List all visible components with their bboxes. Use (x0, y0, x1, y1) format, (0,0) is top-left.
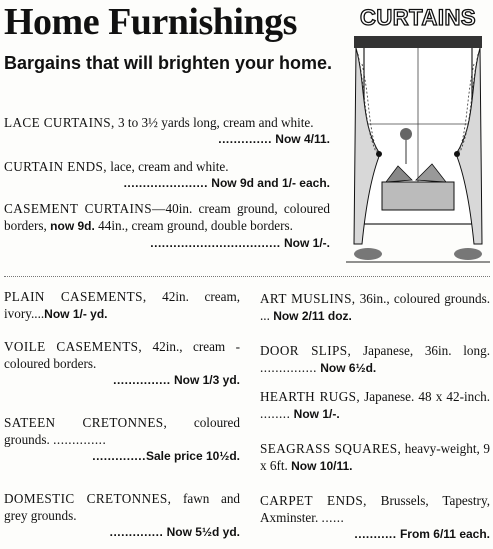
item-curtain-ends: CURTAIN ENDS, lace, cream and white. ...................... Now 9d and 1/- each. (4, 159, 330, 190)
item-domestic-cretonnes: DOMESTIC CRETONNES, fawn and grey grounds. .............. Now 5½d yd. (4, 491, 241, 539)
item-hearth-rugs: HEARTH RUGS, Japanese. 48 x 42-inch. ........ Now 1/-. (260, 389, 490, 421)
item-sateen-cretonnes: SATEEN CRETONNES, coloured grounds. .............. ..............Sale price 10½d. (4, 415, 240, 463)
item-price-inline: now 9d. (50, 219, 95, 233)
window-drawing (346, 4, 490, 272)
item-price: Now 9d and 1/- each. (211, 176, 330, 190)
item-desc: 42in. cream, ivory.... (4, 289, 241, 321)
item-art-muslins (260, 290, 490, 325)
item-voile-casements: VOILE CASEMENTS, 42in., cream - coloured borders. ............... Now 1/3 yd. (4, 339, 241, 387)
item-name: DOMESTIC CRETONNES, (4, 491, 172, 506)
window-seat (382, 182, 454, 210)
item-price: Now 4/11. (275, 132, 330, 146)
item-price: Now 1/3 yd. (173, 373, 240, 387)
item-plain-casements (4, 288, 240, 323)
item-desc: 36in., coloured grounds. ... (260, 291, 490, 323)
item-name: CARPET ENDS, (260, 493, 367, 508)
item-desc: fawn and grey grounds. (4, 491, 241, 523)
item-desc-2: 44in., cream ground, double borders. (98, 218, 293, 233)
item-name: SATEEN CRETONNES, (4, 415, 168, 430)
item-name: LACE CURTAINS, (4, 115, 115, 130)
item-price: Now 6½d. (320, 361, 377, 375)
item-name: ART MUSLINS, (260, 291, 356, 306)
item-name: CASEMENT CURTAINS— (4, 201, 166, 216)
curtain-pelmet (354, 36, 482, 48)
item-desc: Japanese. 48 x 42-inch. (364, 389, 490, 404)
item-desc: 42in., cream - coloured borders. (4, 339, 241, 371)
item-name: VOILE CASEMENTS, (4, 339, 143, 354)
item-price: Now 10/11. (291, 459, 353, 473)
illustration-title: CURTAINS (359, 5, 477, 30)
item-desc: lace, cream and white. (110, 159, 229, 174)
item-casement-curtains: CASEMENT CURTAINS—40in. cream ground, coloured borders, now 9d. 44in., cream ground, double borders. .................................. Now 1/-. (4, 201, 330, 250)
item-price: Now 1/-. (293, 407, 340, 421)
section-divider (4, 276, 490, 277)
curtains-illustration (346, 4, 490, 272)
item-desc: Brussels, Tapestry, Axminster. (260, 493, 490, 525)
ad-subhead: Bargains that will brighten your home. (4, 53, 333, 73)
item-name: SEAGRASS SQUARES, (260, 441, 402, 456)
item-desc: coloured grounds. (4, 415, 240, 447)
item-price: Now 1/- yd. (44, 307, 108, 321)
item-desc: 40in. cream ground, coloured borders, (4, 201, 330, 233)
item-name: DOOR SLIPS, (260, 343, 352, 358)
item-desc: Japanese, 36in. long. (362, 343, 491, 358)
item-desc: 3 to 3½ yards long, cream and white. (118, 115, 314, 130)
item-lace-curtains: LACE CURTAINS, 3 to 3½ yards long, cream and white. .............. Now 4/11. (4, 115, 330, 146)
item-desc: heavy-weight, 9 x 6ft. (260, 441, 490, 473)
item-price: Now 2/11 doz. (273, 309, 352, 323)
item-seagrass-squares (260, 440, 490, 475)
item-name: HEARTH RUGS, (260, 389, 361, 404)
item-price: Now 1/-. (283, 236, 330, 250)
item-price: From 6/11 each. (399, 527, 490, 541)
item-price: Sale price 10½d. (145, 449, 240, 463)
item-price: Now 5½d yd. (166, 525, 240, 539)
item-carpet-ends: CARPET ENDS, Brussels, Tapestry, Axminster. ...... ........... From 6/11 each. (260, 493, 490, 541)
ad-headline: Home Furnishings (4, 1, 297, 43)
item-name: CURTAIN ENDS, (4, 159, 107, 174)
item-name: PLAIN CASEMENTS, (4, 289, 147, 304)
item-door-slips: DOOR SLIPS, Japanese, 36in. long. ............... Now 6½d. (260, 343, 491, 375)
